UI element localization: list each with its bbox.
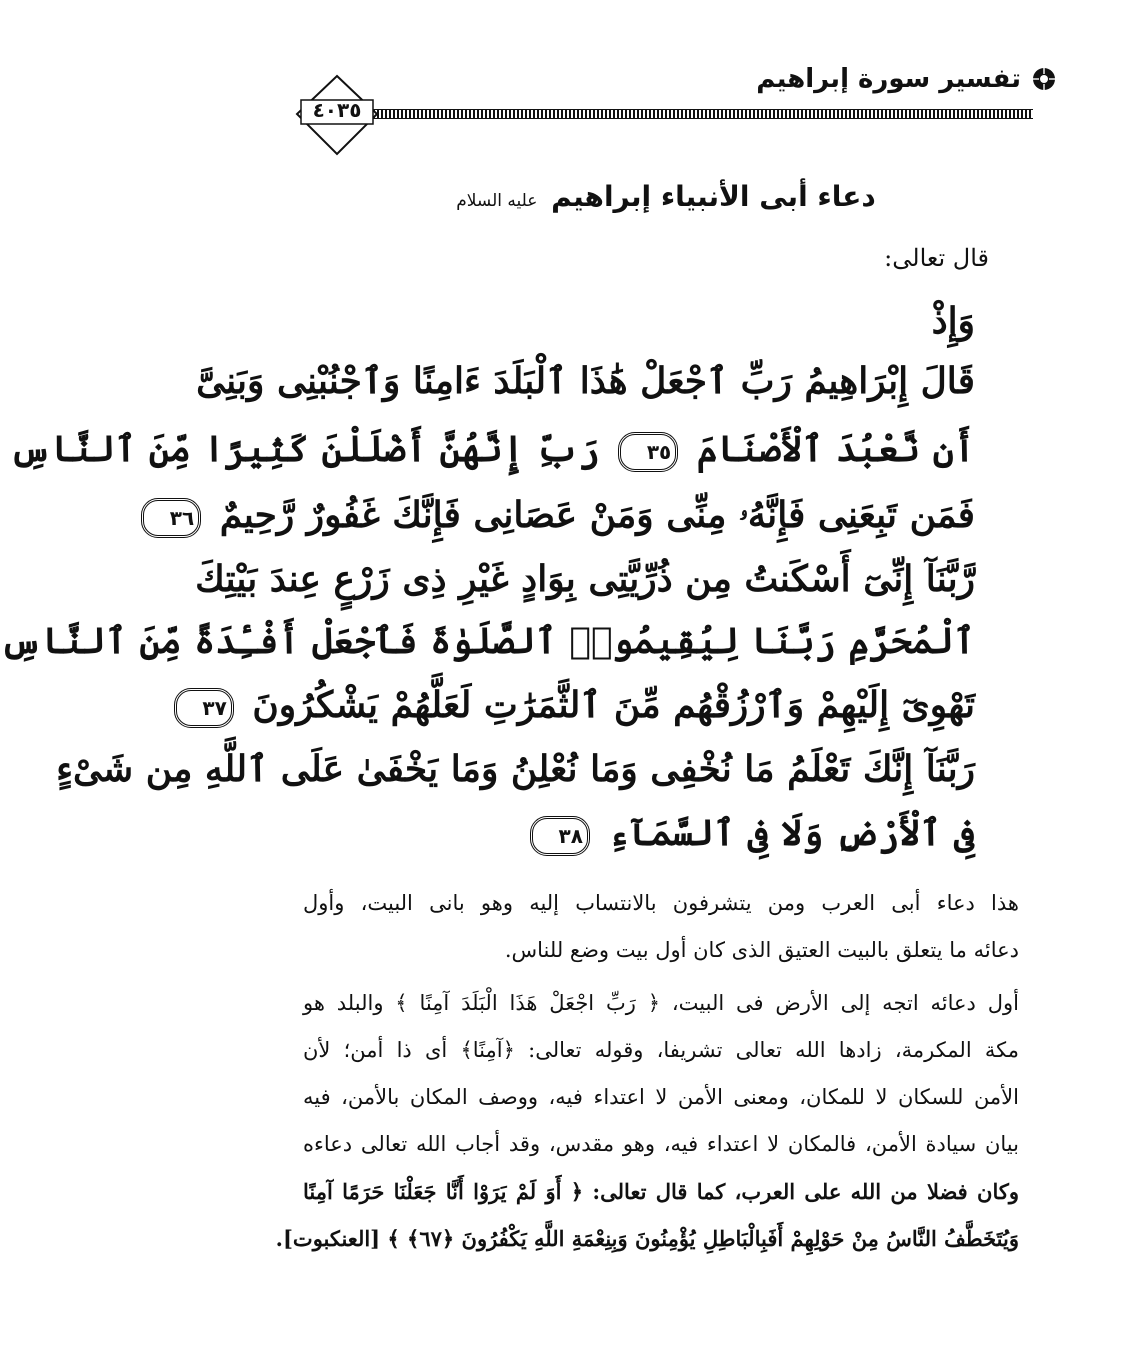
verse-line: رَّبَّنَآ إِنِّىٓ أَسْكَنتُ مِن ذُرِّيَّتِى بِوَادٍ غَيْرِ ذِى زَرْعٍ عِندَ بَيْتِكَ: [195, 558, 975, 600]
verse-line: وَإِذْ: [931, 300, 975, 342]
page-number: ٤٠٣٥: [312, 98, 362, 122]
flower-ornament-icon: [1031, 66, 1057, 92]
paragraph-line: أول دعائه اتجه إلى الأرض فى البيت، ﴿ رَبِّ اجْعَلْ هَذَا الْبَلَدَ آمِنًا ﴾ والبلد هو: [303, 991, 1019, 1015]
verse-line: قَالَ إِبْرَاهِيمُ رَبِّ ٱجْعَلْ هَٰذَا ٱلْبَلَدَ ءَامِنًا وَٱجْنُبْنِى وَبَنِىَّ: [196, 360, 975, 402]
verse-number-badge: ٣٨: [530, 816, 590, 856]
verse-line: تَهْوِىٓ إِلَيْهِمْ وَٱرْزُقْهُم مِّنَ ٱلثَّمَرَٰتِ لَعَلَّهُمْ يَشْكُرُونَ ٣٧: [353, 684, 975, 728]
commentary-paragraph: [303, 880, 1019, 974]
paragraph-line: هذا دعاء أبى العرب ومن يتشرفون بالانتساب إليه وهو بانى البيت، وأول: [303, 891, 1019, 915]
verse-line: ٱلْمُحَرَّمِ رَبَّنَا لِيُقِيمُوا۟ ٱلصَّلَوٰةَ فَٱجْعَلْ أَفْـِٔدَةً مِّنَ ٱلنَّاسِ: [0, 620, 975, 662]
verse-line: أَن نَّعْبُدَ ٱلْأَصْنَامَ ٣٥ رَبِّ إِنَّهُنَّ أَضْلَلْنَ كَثِيرًا مِّنَ ٱلنَّاسِ: [9, 428, 975, 470]
paragraph-line: الأمن للسكان لا للمكان، ومعنى الأمن لا اعتداء فيه، ووصف المكان بالأمن، فيه: [303, 1085, 1019, 1109]
verse-line: رَبَّنَآ إِنَّكَ تَعْلَمُ مَا نُخْفِى وَمَا نُعْلِنُ وَمَا يَخْفَىٰ عَلَى ٱللَّهِ مِن شَىْءٍ: [56, 748, 975, 790]
commentary-paragraph: [275, 980, 1019, 1262]
verse-line: فِى ٱلْأَرْضِ وَلَا فِى ٱلسَّمَآءِ ٣٨: [353, 812, 975, 856]
running-title: تفسير سورة إبراهيم: [756, 64, 1021, 94]
paragraph-line: وكان فضلا من الله على العرب، كما قال تعالى: ﴿ أَوَ لَمْ يَرَوْا أَنَّا جَعَلْنَا حَرَمًا آمِنًا: [303, 1179, 1019, 1204]
verse-number-badge: ٣٧: [174, 688, 234, 728]
honorific-text: عليه السلام: [456, 191, 538, 211]
header-rule: [373, 109, 1033, 119]
section-title: [323, 180, 1009, 213]
section-title-text: دعاء أبى الأنبياء إبراهيم: [551, 180, 876, 213]
paragraph-line: مكة المكرمة، زادها الله تعالى تشريفا، وقوله تعالى: ﴿آمِنًا﴾ أى ذا أمن؛ لأن: [303, 1038, 1019, 1062]
verse-line: فَمَن تَبِعَنِى فَإِنَّهُۥ مِنِّى وَمَنْ عَصَانِى فَإِنَّكَ غَفُورٌ رَّحِيمٌ ٣٦: [353, 494, 975, 538]
verse-number-badge: ٣٥: [618, 432, 678, 472]
paragraph-line: وَيُتَخَطَّفُ النَّاسُ مِنْ حَوْلِهِمْ أَفَبِالْبَاطِلِ يُؤْمِنُونَ وَبِنِعْمَةِ اللَّهِ يَكْفُرُونَ ﴿٦٧﴾ ﴾ [العنكبوت].: [275, 1226, 1019, 1251]
verse-intro: قال تعالى:: [884, 244, 989, 272]
paragraph-line: دعائه ما يتعلق بالبيت العتيق الذى كان أول بيت وضع للناس.: [504, 938, 1019, 962]
paragraph-line: بيان سيادة الأمن، فالمكان لا اعتداء فيه، وهو مقدس، وقد أجاب الله تعالى دعاءه: [303, 1132, 1019, 1156]
verse-number-badge: ٣٦: [141, 498, 201, 538]
